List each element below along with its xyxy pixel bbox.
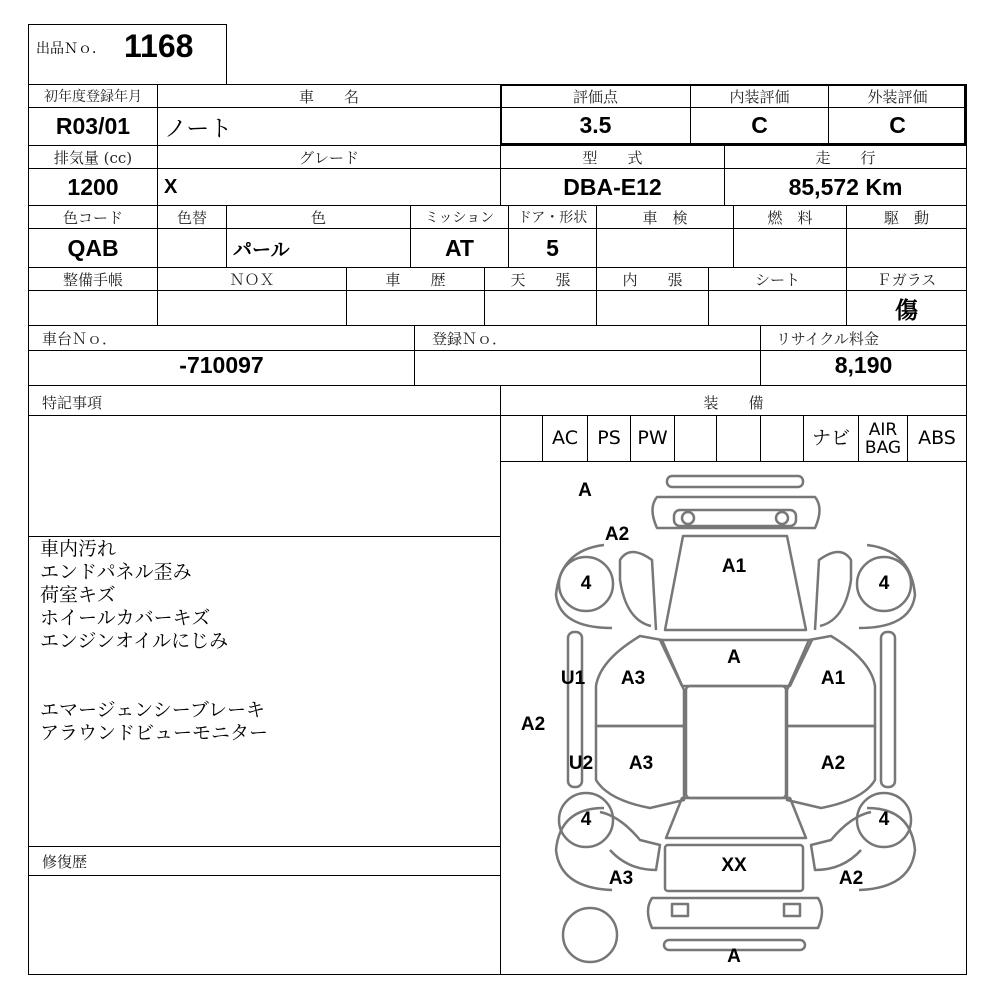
mileage-label: 走 行 [815,148,876,167]
note-line: 車内汚れ [40,538,117,560]
equipment-cell-6 [717,416,760,461]
recycle-fee-value: 8,190 [834,351,893,378]
note-line: エンドパネル歪み [40,561,192,583]
rear-bumper [648,898,822,928]
nox-label: ＮＯＸ [229,270,275,289]
mark-a2-rear: A2 [838,868,864,889]
exterior-rating-label: 外装評価 [867,87,928,106]
mark-bonnet-left: A2 [604,524,630,545]
first-registration-label: 初年度登録年月 [44,89,142,105]
recycle-fee-label: リサイクル料金 [776,329,879,348]
equipment-airbag [859,416,907,461]
inspection-value [597,229,733,267]
equipment-pw: PW [637,427,668,449]
service-book-label: 整備手帳 [62,270,123,289]
mark-roof-front: A [727,647,741,668]
drive-value [847,229,966,267]
score-value: 3.5 [579,112,612,138]
equipment-ps: PS [597,427,621,449]
fuel-label: 燃 料 [767,208,813,227]
chassis-number-label: 車台Ｎｏ． [42,329,118,348]
equipment-cell-7 [761,416,803,461]
repair-history-label: 修復歴 [42,853,88,871]
lot-label: 出品Ｎｏ． [36,41,106,57]
equipment-abs: ABS [918,427,956,449]
chassis-number-value: -710097 [179,351,264,378]
grade-label: グレード [298,148,359,167]
bonnet-panel [665,536,806,630]
notes-label: 特記事項 [42,393,103,412]
spare-tire [563,908,617,962]
color-code-label: 色コード [62,208,123,227]
inspection-label: 車 検 [642,208,688,227]
headliner-label: 天 張 [510,270,571,289]
mark-tire-front-right: 4 [878,573,890,594]
grade-value: X [164,175,178,198]
repaint-value [158,229,226,267]
mark-a2-right: A2 [820,753,846,774]
color-label: 色 [310,208,326,227]
airbag-line-2: BAG [864,437,902,458]
interior-rating-label: 内装評価 [729,87,790,106]
displacement-label: 排気量 (cc) [53,148,133,167]
interior-rating-value: C [751,112,768,138]
mileage-value: 85,572 Km [788,173,903,200]
car-name-value: ノート [164,116,233,142]
front-bumper [667,476,803,487]
repaint-label: 色替 [176,208,207,227]
front-glass-value: 傷 [895,296,918,324]
score-label: 評価点 [572,87,618,106]
mark-bonnet: A1 [721,556,747,577]
equipment-ac: AC [552,427,578,449]
door-value: 5 [546,234,559,261]
car-name-label: 車 名 [298,87,359,106]
door-shape-label: ドア・形状 [517,210,588,226]
equipment-label: 装 備 [703,393,764,412]
mark-u1: U1 [560,668,586,689]
mark-a1-right: A1 [820,668,846,689]
history-label: 車 歴 [385,270,446,289]
note-line: アラウンドビューモニター [40,722,269,744]
mark-a3-rear: A3 [608,868,634,889]
rear-window [666,798,806,838]
note-line: ホイールカバーキズ [40,607,211,629]
drive-label: 駆 動 [883,208,929,227]
lot-number: 1168 [124,28,194,64]
mark-rear-bottom: A [727,946,741,967]
first-registration-value: R03/01 [55,113,131,139]
note-line: エマージェンシーブレーキ [40,699,266,721]
mark-tire-rear-left: 4 [580,809,592,830]
equipment-navi: ナビ [811,427,850,449]
model-label: 型 式 [582,148,643,167]
displacement-value: 1200 [67,173,119,200]
mark-front-top: A [578,480,592,501]
front-glass-label: Ｆガラス [876,270,937,289]
registration-number-label: 登録Ｎｏ． [432,329,508,348]
fuel-value [734,229,846,267]
model-value: DBA-E12 [563,173,662,200]
mark-a3-upper: A3 [620,668,646,689]
car-condition-diagram [501,462,966,974]
airbag-line-1: AIR [868,419,898,440]
mark-a2-left: A2 [520,714,546,735]
mark-tire-rear-right: 4 [878,809,890,830]
right-side-sill [881,632,895,787]
color-value: パール [233,238,290,261]
exterior-rating-value: C [889,112,906,138]
note-line: エンジンオイルにじみ [40,630,229,652]
transmission-value: AT [445,234,474,261]
note-line: 荷室キズ [40,584,116,606]
inner-panel-label: 内 張 [622,270,683,289]
mark-a3-lower: A3 [628,753,654,774]
mark-u2: U2 [568,753,594,774]
registration-number-value [415,350,760,380]
roof-panel [686,686,786,798]
color-code-value: QAB [67,234,119,261]
mark-trunk: XX [721,855,747,876]
mark-tire-front-left: 4 [580,573,592,594]
equipment-cell-1 [501,416,542,461]
transmission-label: ミッション [424,210,495,226]
seat-label: シート [754,270,800,289]
equipment-cell-5 [675,416,716,461]
